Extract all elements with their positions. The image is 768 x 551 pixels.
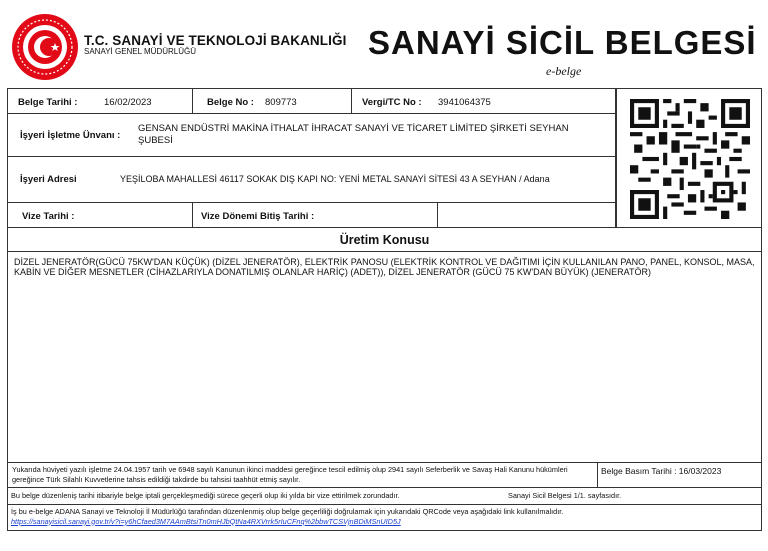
basim-tarihi-text: Belge Basım Tarihi : 16/03/2023 — [601, 466, 722, 476]
vergi-no-value: 3941064375 — [438, 97, 491, 108]
document-title: SANAYİ SİCİL BELGESİ — [368, 24, 757, 61]
qr-cell — [616, 88, 762, 228]
qr-code-icon[interactable] — [630, 99, 750, 219]
ministry-seal-icon — [10, 12, 80, 82]
legal-text: Yukarıda hüviyeti yazılı işletme 24.04.1957 tarih ve 6948 sayılı Kanunun ikinci maddesi gereğince tescil edilmiş olup 2941 sayılı Seferberlik ve Savaş Hali Kanunu hükümleri gereğince Türk Silahlı Kuvvetlerine tahsis edildiği takdirde bu tahsisi taahhüt etmiş sayılır. — [12, 465, 568, 484]
production-body — [7, 251, 762, 463]
verify-text: İş bu e-belge ADANA Sanayi ve Teknoloji İl Müdürlüğü tarafından düzenlenmiş olup belge geçerliliği doğrulamak için yukarıdaki QRCode veya aşağıdaki link kullanılmalıdır. — [11, 507, 564, 516]
unvan-cell — [7, 113, 616, 157]
belge-no-value: 809773 — [265, 97, 297, 108]
verify-cell — [7, 504, 762, 531]
vize-empty-cell — [437, 202, 616, 228]
legal-cell — [7, 462, 598, 488]
validity-text: Bu belge düzenleniş tarihi itibariyle belge iptali gerçekleşmediği sürece geçerli olup iki yılda bir vize ettirilmek zorundadır. — [11, 491, 400, 500]
vize-tarihi-label: Vize Tarihi : — [22, 211, 75, 222]
unvan-label: İşyeri İşletme Ünvanı : — [20, 130, 121, 141]
validity-cell — [7, 487, 762, 505]
vergi-no-cell — [351, 88, 616, 114]
directorate-name: SANAYİ GENEL MÜDÜRLÜĞÜ — [84, 47, 197, 56]
belge-no-label: Belge No : — [207, 97, 254, 108]
vize-donemi-label: Vize Dönemi Bitiş Tarihi : — [201, 211, 315, 222]
belge-tarihi-cell — [7, 88, 193, 114]
adres-label: İşyeri Adresi — [20, 174, 77, 185]
belge-tarihi-value: 16/02/2023 — [104, 97, 152, 108]
production-title: Üretim Konusu — [339, 233, 430, 247]
adres-cell — [7, 156, 616, 203]
verify-link[interactable]: https://sanayisicil.sanayi.gov.tr/v?i=y6hCfaed3M7AAmBtsiTn0mHJbQtNa4RXVrrk5rIuCFnq%2bbwTCSVjnBDiMSnUID5J — [11, 516, 401, 526]
vize-donemi-cell — [192, 202, 438, 228]
belge-no-cell — [192, 88, 352, 114]
unvan-value: GENSAN ENDÜSTRİ MAKİNA İTHALAT İHRACAT SANAYİ VE TİCARET LİMİTED ŞİRKETİ SEYHAN ŞUBESİ — [138, 123, 569, 146]
production-header — [7, 227, 762, 252]
vergi-no-label: Vergi/TC No : — [362, 97, 422, 108]
ministry-name: T.C. SANAYİ VE TEKNOLOJİ BAKANLIĞI — [84, 33, 347, 48]
production-text: DİZEL JENERATÖR(GÜCÜ 75KW'DAN KÜÇÜK) (DİZEL JENERATÖR), ELEKTRİK PANOSU (ELEKTRİK KONTROL VE DAĞITIMI İÇİN KULLANILAN PANO, PANEL, KONSOL, MASA, KABİN VE DİĞER MESNETLER (CİHAZLARIYLA DONATILMIŞ OLANLAR HARİÇ) (ADET)), DİZEL JENERATÖR (GÜCÜ 75 KW'DAN BÜYÜK) (JENERATÖR) — [14, 257, 755, 277]
basim-tarihi-cell — [597, 462, 762, 488]
vize-tarihi-cell — [7, 202, 193, 228]
page-info-text: Sanayi Sicil Belgesi 1/1. sayfasıdır. — [508, 491, 622, 500]
adres-value: YEŞİLOBA MAHALLESİ 46117 SOKAK DIŞ KAPI NO: YENİ METAL SANAYİ SİTESİ 43 A SEYHAN / Adana — [120, 174, 550, 184]
document-subtitle: e-belge — [546, 64, 582, 78]
belge-tarihi-label: Belge Tarihi : — [18, 97, 78, 108]
